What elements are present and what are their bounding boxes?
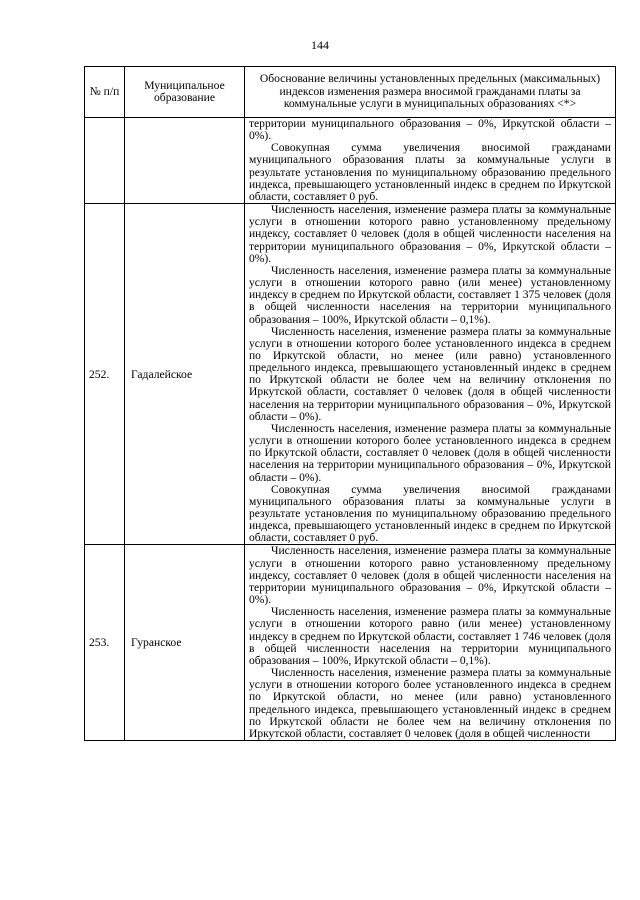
justification-paragraph: Численность населения, изменение размера платы за коммунальные услуги в отношении которого равно установленному предельному индексу, составляет 0 человек (доля в общей численности населения на территории муниципального образования – 0%, Иркутской области – 0%). (249, 204, 611, 265)
row-number (85, 118, 125, 204)
justification-paragraph: Численность населения, изменение размера платы за коммунальные услуги в отношении которого равно (или менее) установленному индексу в среднем по Иркутской области, составляет 1 746 человек (доля в общей численности населения на территории муниципального образования – 100%, Иркутской области – 0,1%). (249, 606, 611, 667)
table-row (85, 204, 616, 545)
justification-paragraph: Численность населения, изменение размера платы за коммунальные услуги в отношении которого более установленного индекса в среднем по Иркутской области, составляет 0 человек (доля в общей численности населения на территории муниципального образования – 0%, Иркутской области – 0%). (249, 422, 611, 484)
justification-paragraph: Численность населения, изменение размера платы за коммунальные услуги в отношении которого более установленного индекса в среднем по Иркутской области, но менее (или равно) установленного предельного индекса, превышающего установленный индекс в среднем по Иркутской области не более чем на величину отклонения по Иркутской области, составляет 0 человек (доля в общей численности (249, 667, 611, 740)
row-justification (245, 204, 616, 545)
header-municipality: Муниципальное образование (125, 67, 245, 118)
table-header-row (85, 67, 616, 118)
row-justification (245, 118, 616, 204)
justification-paragraph: Совокупная сумма увеличения вносимой гражданами муниципального образования платы за коммунальные услуги в результате установления по муниципальному образованию предельного индекса, превышающего установленный индекс в среднем по Иркутской области, составляет 0 руб. (249, 142, 611, 203)
table-row (85, 118, 616, 204)
row-municipality: Гадалейское (125, 204, 245, 545)
row-municipality (125, 118, 245, 204)
row-number: 252. (85, 204, 125, 545)
header-number: № п/п (85, 67, 125, 118)
justification-paragraph: Численность населения, изменение размера платы за коммунальные услуги в отношении которого равно (или менее) установленному индексу в среднем по Иркутской области, составляет 1 375 человек (доля в общей численности населения на территории муниципального образования – 100%, Иркутской области – 0,1%). (249, 264, 611, 326)
justification-paragraph: Численность населения, изменение размера платы за коммунальные услуги в отношении которого равно установленному предельному индексу, составляет 0 человек (доля в общей численности населения на территории муниципального образования – 0%, Иркутской области – 0%). (249, 545, 611, 607)
justification-paragraph: территории муниципального образования – 0%, Иркутской области – 0%). (249, 118, 611, 143)
indices-table (84, 66, 616, 741)
table-row (85, 545, 616, 741)
justification-paragraph: Численность населения, изменение размера платы за коммунальные услуги в отношении которого более установленного индекса в среднем по Иркутской области, но менее (или равно) установленного предельного индекса, превышающего установленный индекс в среднем по Иркутской области не более чем на величину отклонения по Иркутской области, составляет 0 человек (доля в общей численности населения на территории муниципального образования – 0%, Иркутской области – 0%). (249, 325, 611, 423)
row-justification (245, 545, 616, 741)
row-municipality: Гуранское (125, 545, 245, 741)
header-justification: Обоснование величины установленных предельных (максимальных) индексов изменения размера вносимой гражданами платы за коммунальные услуги в муниципальных образованиях <*> (245, 67, 616, 118)
justification-paragraph: Совокупная сумма увеличения вносимой гражданами муниципального образования платы за коммунальные услуги в результате установления по муниципальному образованию предельного индекса, превышающего установленный индекс в среднем по Иркутской области, составляет 0 руб. (249, 483, 611, 545)
page-number: 144 (311, 38, 329, 52)
row-number: 253. (85, 545, 125, 741)
